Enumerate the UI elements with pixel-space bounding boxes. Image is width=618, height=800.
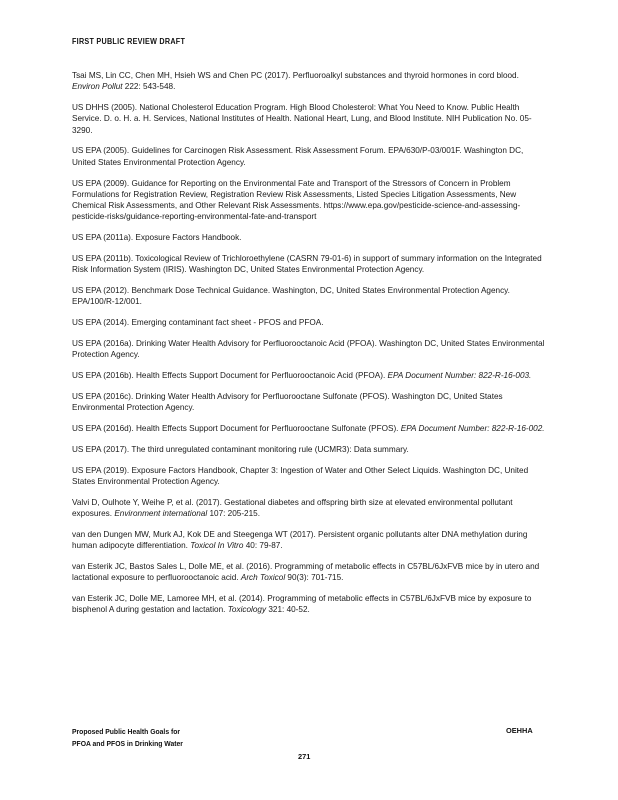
reference-entry: [72, 497, 548, 520]
reference-text: US EPA (2017). The third unregulated contaminant monitoring rule (UCMR3): Data summary.: [72, 444, 409, 454]
reference-entry: [72, 561, 548, 584]
reference-text: US EPA (2005). Guidelines for Carcinogen Risk Assessment. Risk Assessment Forum. EPA/630/P-03/001F. Washington DC, United States Environmental Protection Agency.: [72, 146, 524, 167]
reference-text: Tsai MS, Lin CC, Chen MH, Hsieh WS and Chen PC (2017). Perfluoroalkyl substances and thyroid hormones in cord blood.: [72, 71, 519, 80]
reference-text: Valvi D, Oulhote Y, Weihe P, et al. (2017). Gestational diabetes and offspring birth size at elevated environmental pollutant exposures.: [72, 497, 513, 519]
footer-agency: OEHHA: [506, 726, 533, 735]
reference-list: [72, 70, 548, 625]
reference-entry: [72, 423, 548, 434]
reference-source: Arch Toxicol: [240, 573, 286, 583]
reference-entry: [72, 370, 548, 381]
reference-text: US DHHS (2005). National Cholesterol Education Program. High Blood Cholesterol: What You Need to Know. Public Health Service. D. o. H. a. H. Services, National Institutes of Health. National Heart, Lung, and Blood Institute. NIH Publication No. 05-3290.: [72, 103, 532, 135]
reference-text: US EPA (2011a). Exposure Factors Handbook.: [72, 233, 242, 243]
reference-text: US EPA (2016b). Health Effects Support Document for Perfluorooctanoic Acid (PFOA).: [72, 371, 388, 381]
reference-text: US EPA (2009). Guidance for Reporting on the Environmental Fate and Transport of the Stressors of Concern in Problem Formulations for Registration Review, Registration Review Risk Assessments, Listed Species Litigation Assessments, New Chemical Risk Assessments, and Other Relevant Risk Assessments. https://www.epa.gov/pesticide-science-and-assessing-pesticide-risks/guidance-reporting-environmental-fate-and-transport: [72, 178, 521, 222]
reference-text: US EPA (2012). Benchmark Dose Technical Guidance. Washington, DC, United States Environmental Protection Agency. EPA/100/R-12/001.: [72, 286, 510, 307]
reference-source: Environ Pollut: [72, 82, 123, 92]
reference-text: US EPA (2014). Emerging contaminant fact sheet - PFOS and PFOA.: [72, 318, 324, 328]
reference-volume-pages: 90(3): 701-715.: [285, 573, 344, 583]
reference-entry: [72, 253, 548, 276]
reference-text: US EPA (2016d). Health Effects Support Document for Perfluorooctane Sulfonate (PFOS).: [72, 424, 401, 434]
reference-entry: [72, 444, 548, 455]
reference-entry: [72, 465, 548, 488]
reference-entry: [72, 178, 548, 223]
reference-entry: [72, 232, 548, 243]
reference-entry: [72, 102, 548, 136]
reference-entry: [72, 70, 548, 93]
reference-volume-pages: 107: 205-215.: [207, 509, 260, 519]
reference-text: US EPA (2016a). Drinking Water Health Advisory for Perfluorooctanoic Acid (PFOA). Washington DC, United States Environmental Protection Agency.: [72, 339, 545, 360]
reference-text: van Esterik JC, Dolle ME, Lamoree MH, et al. (2014). Programming of metabolic effects in C57BL/6JxFVB mice by exposure to bisphenol A during gestation and lactation.: [72, 594, 532, 615]
reference-text: US EPA (2016c). Drinking Water Health Advisory for Perfluorooctane Sulfonate (PFOS). Washington DC, United States Environmental Protection Agency.: [72, 391, 503, 413]
reference-source: EPA Document Number: 822-R-16-002.: [400, 424, 545, 434]
reference-entry: [72, 145, 548, 168]
footer-title-line-1: Proposed Public Health Goals for: [72, 727, 181, 736]
reference-text: US EPA (2011b). Toxicological Review of Trichloroethylene (CASRN 79-01-6) in support of summary information on the Integrated Risk Information System (IRIS). Washington DC, United States Environmental Protection Agency.: [72, 254, 542, 275]
reference-volume-pages: 40: 79-87.: [243, 541, 283, 551]
reference-text: van den Dungen MW, Murk AJ, Kok DE and Steegenga WT (2017). Persistent organic pollutants alter DNA methylation during human adipocyte differentiation.: [72, 529, 528, 551]
reference-source: EPA Document Number: 822-R-16-003.: [387, 371, 532, 381]
page-number: 271: [298, 752, 311, 761]
reference-entry: [72, 285, 548, 308]
reference-entry: [72, 529, 548, 552]
reference-entry: [72, 317, 548, 328]
reference-source: Toxicol In Vitro: [190, 541, 244, 551]
reference-text: US EPA (2019). Exposure Factors Handbook, Chapter 3: Ingestion of Water and Other Select Liquids. Washington DC, United States Environmental Protection Agency.: [72, 465, 529, 486]
reference-volume-pages: 222: 543-548.: [122, 82, 176, 92]
footer-document-title: [72, 726, 256, 750]
reference-entry: [72, 593, 548, 616]
draft-header: FIRST PUBLIC REVIEW DRAFT: [72, 37, 186, 46]
reference-entry: [72, 338, 548, 361]
reference-text: van Esterik JC, Bastos Sales L, Dolle ME, et al. (2016). Programming of metabolic effects in C57BL/6JxFVB mice by in utero and lactational exposure to perfluorooctanoic acid.: [72, 561, 540, 583]
reference-source: Toxicology: [227, 605, 267, 615]
footer-title-line-2: PFOA and PFOS in Drinking Water: [72, 739, 183, 748]
reference-source: Environment international: [114, 509, 208, 519]
reference-volume-pages: 321: 40-52.: [266, 605, 310, 615]
reference-entry: [72, 391, 548, 414]
